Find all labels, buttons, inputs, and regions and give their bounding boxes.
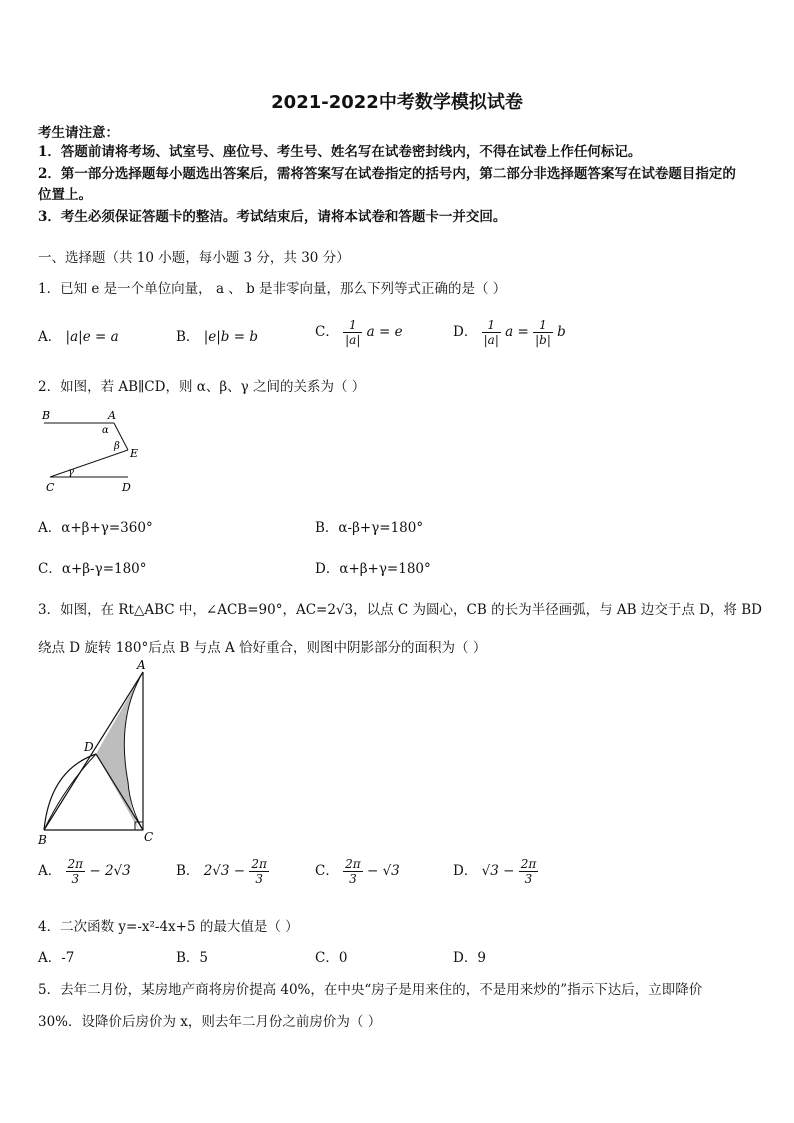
q2-option-d: D．α+β+γ=180° — [315, 561, 431, 577]
q4-option-d: D．9 — [453, 950, 486, 966]
q3-label-a: A — [137, 658, 146, 672]
q3-option-d-label: D． — [453, 863, 478, 879]
q2-label-beta: β — [114, 441, 120, 452]
q2-label-e: E — [130, 447, 139, 460]
q3-label-d: D — [84, 740, 94, 754]
q4-option-a: A．-7 — [38, 950, 75, 966]
q1-option-b-label: B． — [176, 329, 200, 345]
q1-option-a-label: A． — [38, 329, 62, 345]
q2-label-b: B — [42, 409, 51, 422]
q3-stem-line2: 绕点 D 旋转 180°后点 B 与点 A 恰好重合，则图中阴影部分的面积为（ ） — [38, 640, 487, 656]
q3-option-a-label: A． — [38, 863, 62, 879]
q3-label-b: B — [38, 833, 47, 847]
q4-stem: 4．二次函数 y=-x²-4x+5 的最大值是（ ） — [38, 919, 299, 935]
q2-option-c: C．α+β-γ=180° — [38, 561, 147, 577]
notice-heading: 考生请注意： — [38, 125, 119, 141]
q5-stem-line1: 5．去年二月份，某房地产商将房价提高 40%，在中央“房子是用来住的，不是用来炒的”指示下达后，立即降价 — [38, 982, 703, 998]
q3-option-a: A． $\frac{2\pi}{3}$ − 2√3 — [38, 857, 131, 886]
q2-figure — [36, 405, 146, 495]
q1-option-d-label: D． — [453, 324, 478, 340]
q1-option-a: A． |a|e = a — [38, 329, 119, 345]
q3-option-d: D． √3 − $\frac{2\pi}{3}$ — [453, 857, 537, 886]
q3-option-c-label: C． — [315, 863, 339, 879]
q3-figure — [34, 658, 159, 848]
q1-option-c-label: C． — [315, 324, 339, 340]
q2-label-alpha: α — [102, 425, 109, 436]
q3-option-b: B． 2√3 − $\frac{2\pi}{3}$ — [176, 857, 267, 886]
notice-item-2: 2．第一部分选择题每小题选出答案后，需将答案写在试卷指定的括号内，第二部分非选择题答案写在试卷题目指定的 — [38, 166, 736, 182]
q3-label-c: C — [144, 830, 154, 844]
q2-label-c: C — [46, 481, 55, 494]
q2-label-d: D — [122, 481, 131, 494]
q1-stem: 1．已知 e 是一个单位向量， a 、 b 是非零向量，那么下列等式正确的是（ ） — [38, 281, 507, 297]
q1-option-b: B． |e|b = b — [176, 329, 258, 345]
q2-label-gamma: γ — [68, 467, 74, 478]
notice-item-2-cont: 位置上。 — [38, 187, 92, 203]
q3-stem-line1: 3．如图，在 Rt△ABC 中，∠ACB=90°，AC=2√3，以点 C 为圆心，CB 的长为半径画弧，与 AB 边交于点 D，将 BD — [38, 602, 762, 618]
q2-option-b: B．α-β+γ=180° — [315, 520, 424, 536]
page-title: 2021-2022中考数学模拟试卷 — [271, 92, 523, 113]
q2-stem: 2．如图，若 AB∥CD，则 α、β、γ 之间的关系为（ ） — [38, 379, 366, 395]
q1-option-d: D． $\frac{1}{|a|}$ a = $\frac{1}{|b|}$ b — [453, 318, 566, 347]
section-heading: 一、选择题（共 10 小题，每小题 3 分，共 30 分） — [38, 250, 350, 266]
notice-item-1: 1．答题前请将考场、试室号、座位号、考生号、姓名写在试卷密封线内，不得在试卷上作任何标记。 — [38, 144, 642, 160]
q4-option-b: B．5 — [176, 950, 209, 966]
q2-label-a: A — [108, 409, 116, 422]
q2-option-a: A．α+β+γ=360° — [38, 520, 153, 536]
q4-option-c: C．0 — [315, 950, 348, 966]
q5-stem-line2: 30%．设降价后房价为 x，则去年二月份之前房价为（ ） — [38, 1014, 382, 1030]
q3-option-c: C． $\frac{2\pi}{3}$ − √3 — [315, 857, 400, 886]
notice-item-3: 3．考生必须保证答题卡的整洁。考试结束后，请将本试卷和答题卡一并交回。 — [38, 209, 507, 225]
q1-option-c: C． $\frac{1}{|a|}$ a = e — [315, 318, 403, 347]
q3-option-b-label: B． — [176, 863, 200, 879]
